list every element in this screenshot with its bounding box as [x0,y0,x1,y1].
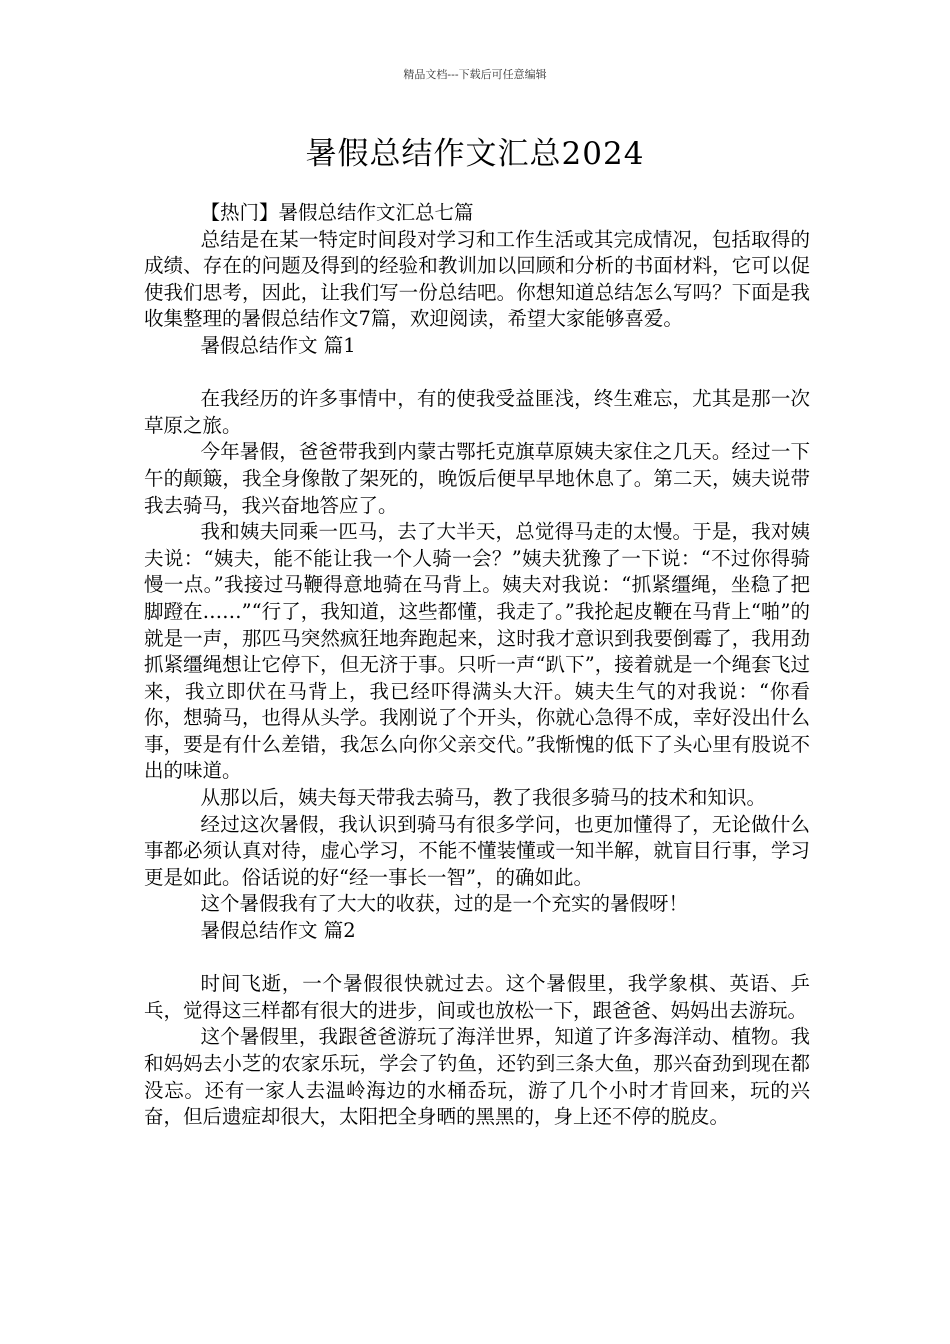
body-paragraph: 这个暑假里，我跟爸爸游玩了海洋世界，知道了许多海洋动、植物。我和妈妈去小芝的农家乐玩，学会了钓鱼，还钓到三条大鱼，那兴奋劲到现在都没忘。还有一家人去温岭海边的水桶岙玩，游了几个小时才肯回来，玩的兴奋，但后遗症却很大，太阳把全身晒的黑黑的，身上还不停的脱皮。 [144,1025,810,1129]
body-paragraph: 今年暑假，爸爸带我到内蒙古鄂托克旗草原姨夫家住之几天。经过一下午的颠簸，我全身像散了架死的，晚饭后便早早地休息了。第二天，姨夫说带我去骑马，我兴奋地答应了。 [144,440,810,517]
body-paragraph: 我和姨夫同乘一匹马，去了大半天，总觉得马走的太慢。于是，我对姨夫说：“姨夫，能不能让我一个人骑一会？”姨夫犹豫了一下说：“不过你得骑慢一点。”我接过马鞭得意地骑在马背上。姨夫对我说：“抓紧缰绳，坐稳了把脚蹬在……”“行了，我知道，这些都懂，我走了。”我抡起皮鞭在马背上“啪”的就是一声，那匹马突然疯狂地奔跑起来，这时我才意识到我要倒霉了，我用劲抓紧缰绳想让它停下，但无济于事。只听一声“趴下”，接着就是一个绳套飞过来，我立即伏在马背上，我已经吓得满头大汗。姨夫生气的对我说：“你看你，想骑马，也得从头学。我刚说了个开头，你就心急得不成，幸好没出什么事，要是有什么差错，我怎么向你父亲交代。”我惭愧的低下了头心里有股说不出的味道。 [144,520,810,783]
body-paragraph: 经过这次暑假，我认识到骑马有很多学问，也更加懂得了，无论做什么事都必须认真对待，虚心学习，不能不懂装懂或一知半解，就盲目行事，学习更是如此。俗话说的好“经一事长一智”，的确如此。 [144,812,810,889]
body-paragraph: 这个暑假我有了大大的收获，过的是一个充实的暑假呀！ [200,892,689,916]
intro-paragraph: 总结是在某一特定时间段对学习和工作生活或其完成情况，包括取得的成绩、存在的问题及得到的经验和教训加以回顾和分析的书面材料，它可以促使我们思考，因此，让我们写一份总结吧。你想知道总结怎么写吗？下面是我收集整理的暑假总结作文7篇，欢迎阅读，希望大家能够喜爱。 [144,227,810,331]
blank-line [144,360,810,387]
body-paragraph: 时间飞逝，一个暑假很快就过去。这个暑假里，我学象棋、英语、乒乓，觉得这三样都有很大的进步，间或也放松一下，跟爸爸、妈妈出去游玩。 [144,972,810,1022]
document-title: 暑假总结作文汇总2024 [305,136,645,172]
header-note: 精品文档---下载后可任意编辑 [403,68,547,81]
blank-line [144,945,810,972]
subtitle-paragraph: 【热门】暑假总结作文汇总七篇 [200,201,474,224]
body-paragraph: 从那以后，姨夫每天带我去骑马，教了我很多骑马的技术和知识。 [200,786,767,810]
body-paragraph: 在我经历的许多事情中，有的使我受益匪浅，终生难忘，尤其是那一次草原之旅。 [144,387,810,437]
document-body [144,200,810,1131]
section-heading: 暑假总结作文 篇2 [200,919,356,943]
section-heading: 暑假总结作文 篇1 [200,333,356,357]
